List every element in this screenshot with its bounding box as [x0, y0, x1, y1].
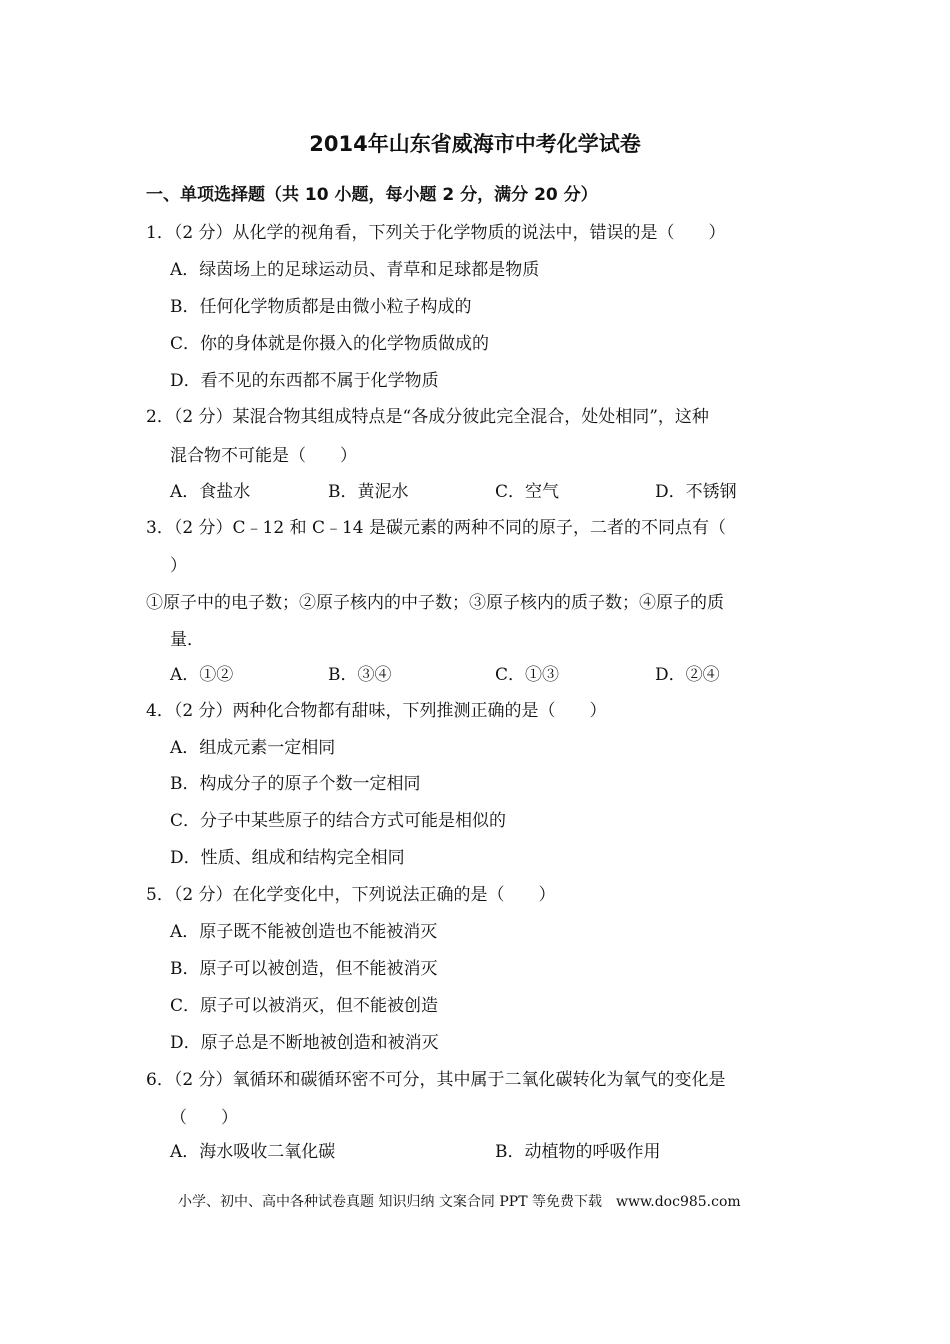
question-6-stem-line-1: 6．（2 分）氧循环和碳循环密不可分，其中属于二氧化碳转化为氧气的变化是	[146, 1070, 726, 1090]
question-5-option-c: C．原子可以被消灭，但不能被创造	[170, 996, 439, 1016]
question-4-option-b: B．构成分子的原子个数一定相同	[170, 774, 421, 794]
question-5-option-b: B．原子可以被创造，但不能被消灭	[170, 959, 438, 979]
question-2-option-c: C．空气	[495, 482, 560, 502]
question-3-stem-line-2: ）	[170, 556, 187, 576]
question-6-options	[0, 1137, 950, 1162]
question-6-option-a: A．海水吸收二氧化碳	[170, 1142, 336, 1162]
question-1-stem: 1．（2 分）从化学的视角看，下列关于化学物质的说法中，错误的是（ ）	[146, 223, 726, 243]
question-6-option-b: B．动植物的呼吸作用	[495, 1142, 661, 1162]
question-3-note-line-2: 量．	[170, 630, 204, 650]
question-5-option-d: D．原子总是不断地被创造和被消灭	[170, 1033, 439, 1053]
question-1-option-b: B．任何化学物质都是由微小粒子构成的	[170, 297, 472, 317]
question-4-option-d: D．性质、组成和结构完全相同	[170, 848, 405, 868]
question-2-option-d: D．不锈钢	[655, 482, 737, 502]
question-3-option-c: C．①③	[495, 665, 560, 685]
question-2-stem-line-1: 2．（2 分）某混合物其组成特点是“各成分彼此完全混合，处处相同”，这种	[146, 407, 709, 427]
question-2-stem-line-2: 混合物不可能是（ ）	[170, 446, 357, 466]
question-3-options	[0, 660, 950, 685]
question-3-option-b: B．③④	[328, 665, 392, 685]
question-1-option-c: C．你的身体就是你摄入的化学物质做成的	[170, 334, 490, 354]
question-2-option-a: A．食盐水	[170, 482, 251, 502]
question-5-stem: 5．（2 分）在化学变化中，下列说法正确的是（ ）	[146, 885, 556, 905]
page-title: 2014年山东省威海市中考化学试卷	[309, 132, 641, 156]
page-footer: 小学、初中、高中各种试卷真题 知识归纳 文案合同 PPT 等免费下载 www.doc985.com	[178, 1194, 741, 1210]
question-5-option-a: A．原子既不能被创造也不能被消灭	[170, 922, 438, 942]
question-3-stem-line-1: 3．（2 分）C﹣12 和 C﹣14 是碳元素的两种不同的原子，二者的不同点有（	[146, 518, 727, 538]
question-3-option-a: A．①②	[170, 665, 234, 685]
question-4-option-a: A．组成元素一定相同	[170, 738, 336, 758]
question-2-option-b: B．黄泥水	[328, 482, 409, 502]
question-1-option-d: D．看不见的东西都不属于化学物质	[170, 371, 439, 391]
question-2-options	[0, 477, 950, 502]
question-1-option-a: A．绿茵场上的足球运动员、青草和足球都是物质	[170, 260, 540, 280]
question-4-option-c: C．分子中某些原子的结合方式可能是相似的	[170, 811, 507, 831]
question-4-stem: 4．（2 分）两种化合物都有甜味，下列推测正确的是（ ）	[146, 701, 607, 721]
question-3-note-line-1: ①原子中的电子数；②原子核内的中子数；③原子核内的质子数；④原子的质	[146, 593, 724, 613]
question-6-stem-line-2: （ ）	[170, 1108, 238, 1128]
section-heading: 一、单项选择题（共 10 小题，每小题 2 分，满分 20 分）	[146, 185, 598, 205]
question-3-option-d: D．②④	[655, 665, 720, 685]
